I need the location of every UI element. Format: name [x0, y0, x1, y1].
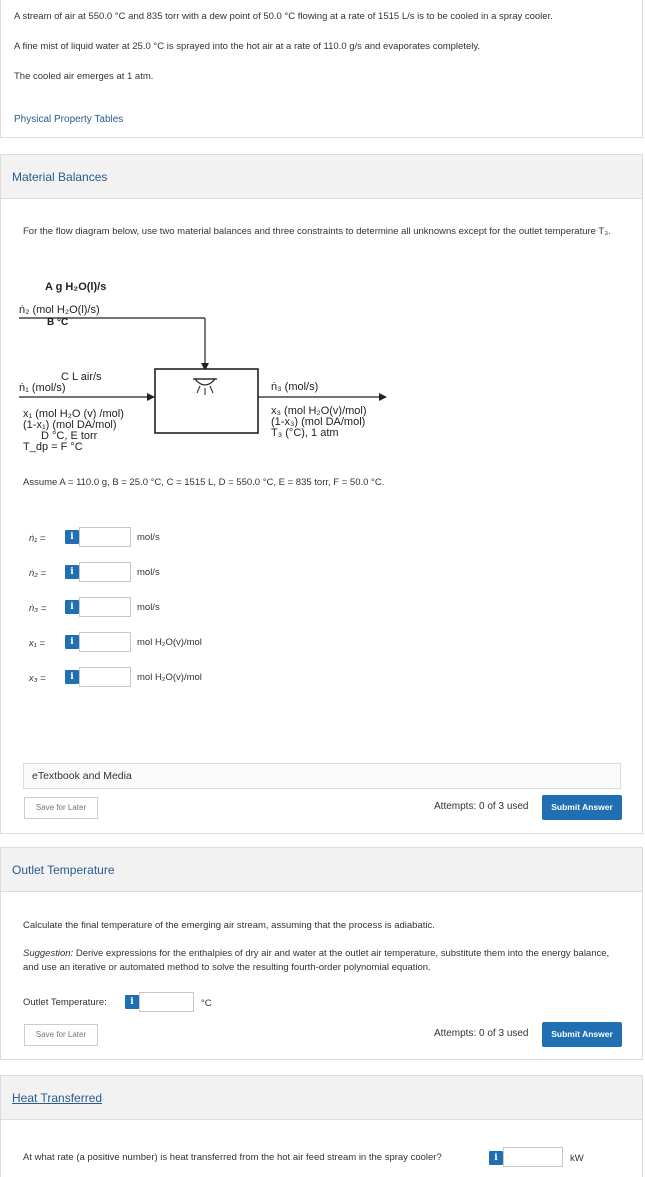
etextbook-bar[interactable]	[23, 763, 621, 789]
mb-field-label: ṅ₃ =	[29, 603, 47, 614]
info-icon[interactable]: i	[65, 670, 79, 684]
diagram-feed-air-1: C L air/s	[61, 371, 102, 383]
diagram-feed-air-2: ṅ₁ (mol/s)	[19, 382, 66, 394]
diagram-out-4: T₃ (°C), 1 atm	[271, 427, 339, 439]
info-icon[interactable]: i	[65, 530, 79, 544]
material-balances-title: Material Balances	[12, 170, 108, 184]
mb-field-label: x₁ =	[29, 638, 45, 649]
info-icon[interactable]: i	[125, 995, 139, 1009]
info-icon[interactable]: i	[65, 565, 79, 579]
diagram-out-1: ṅ₃ (mol/s)	[271, 381, 319, 393]
heat-transferred-header	[1, 1076, 642, 1120]
mb-answer-input[interactable]	[79, 562, 131, 582]
submit-answer-button-2[interactable]: Submit Answer	[542, 1022, 622, 1047]
intro-card	[0, 0, 643, 138]
intro-line-1: A stream of air at 550.0 °C and 835 torr with a dew point of 50.0 °C flowing at a rate of 1515 L/s is to be cooled in a spray cooler.	[14, 11, 553, 22]
mb-instruction: For the flow diagram below, use two material balances and three constraints to determine all unknowns except for the outlet temperature T₃.	[23, 226, 611, 237]
mb-answer-input[interactable]	[79, 597, 131, 617]
attempts-counter: Attempts: 0 of 3 used	[434, 801, 529, 812]
heat-transferred-card	[0, 1075, 643, 1177]
outlet-question: Calculate the final temperature of the emerging air stream, assuming that the process is adiabatic.	[23, 920, 435, 931]
suggestion-text: Derive expressions for the enthalpies of dry air and water at the outlet air temperature, substitute them into the energy balance, and use an iterative or automated method to solve the resulting fourth-order polynomial equation.	[23, 948, 610, 973]
info-icon[interactable]: i	[65, 600, 79, 614]
diagram-feed-water-2: ṅ₂ (mol H₂O(l)/s)	[19, 304, 100, 316]
mb-field-unit: mol H₂O(v)/mol	[137, 637, 202, 648]
heat-transferred-input[interactable]	[503, 1147, 563, 1167]
mb-answer-input[interactable]	[79, 632, 131, 652]
outlet-field-label: Outlet Temperature:	[23, 997, 107, 1008]
mb-field-unit: mol/s	[137, 602, 160, 613]
diagram-feed-water-3: B °C	[47, 317, 69, 328]
intro-line-3: The cooled air emerges at 1 atm.	[14, 71, 154, 82]
etextbook-label: eTextbook and Media	[32, 770, 132, 782]
flow-diagram	[11, 275, 431, 465]
submit-answer-button[interactable]: Submit Answer	[542, 795, 622, 820]
mb-field-unit: mol/s	[137, 532, 160, 543]
info-icon[interactable]: i	[489, 1151, 503, 1165]
diagram-feed-air-3: x₁ (mol H₂O (v) /mol)	[23, 408, 124, 420]
outlet-temperature-unit: °C	[201, 998, 212, 1009]
diagram-feed-air-4: (1-x₁) (mol DA/mol)	[23, 419, 117, 431]
material-balances-header	[1, 155, 642, 199]
physical-property-tables-link[interactable]: Physical Property Tables	[14, 114, 124, 125]
mb-answer-input[interactable]	[79, 667, 131, 687]
mb-field-label: ṅ₁ =	[29, 533, 46, 544]
spray-nozzle-icon	[191, 371, 221, 397]
attempts-counter-2: Attempts: 0 of 3 used	[434, 1028, 529, 1039]
mb-field-label: x₃ =	[29, 673, 46, 684]
diagram-feed-air-6: T_dp = F °C	[23, 441, 83, 453]
save-for-later-button-2[interactable]: Save for Later	[24, 1024, 98, 1046]
outlet-temperature-title: Outlet Temperature	[12, 863, 115, 877]
mb-field-unit: mol H₂O(v)/mol	[137, 672, 202, 683]
info-icon[interactable]: i	[65, 635, 79, 649]
save-for-later-button[interactable]: Save for Later	[24, 797, 98, 819]
intro-line-2: A fine mist of liquid water at 25.0 °C is sprayed into the hot air at a rate of 110.0 g/s and evaporates completely.	[14, 41, 481, 52]
outlet-temperature-card	[0, 847, 643, 1060]
suggestion-label: Suggestion:	[23, 948, 74, 959]
material-balances-card	[0, 154, 643, 834]
outlet-temperature-header	[1, 848, 642, 892]
outlet-temperature-input[interactable]	[139, 992, 194, 1012]
diagram-out-2: x₃ (mol H₂O(v)/mol)	[271, 405, 367, 417]
mb-answer-input[interactable]	[79, 527, 131, 547]
heat-transferred-unit: kW	[570, 1153, 584, 1164]
heat-transferred-title[interactable]: Heat Transferred	[12, 1091, 103, 1105]
mb-field-unit: mol/s	[137, 567, 160, 578]
mb-field-label: ṅ₂ =	[29, 568, 47, 579]
mb-assume: Assume A = 110.0 g, B = 25.0 °C, C = 1515 L, D = 550.0 °C, E = 835 torr, F = 50.0 °C.	[23, 477, 385, 488]
heat-question: At what rate (a positive number) is heat transferred from the hot air feed stream in the spray cooler?	[23, 1152, 442, 1163]
diagram-feed-air-5: D °C, E torr	[41, 430, 98, 442]
diagram-feed-water-1: A g H₂O(l)/s	[45, 281, 107, 293]
diagram-out-3: (1-x₃) (mol DA/mol)	[271, 416, 366, 428]
outlet-suggestion	[23, 947, 613, 975]
